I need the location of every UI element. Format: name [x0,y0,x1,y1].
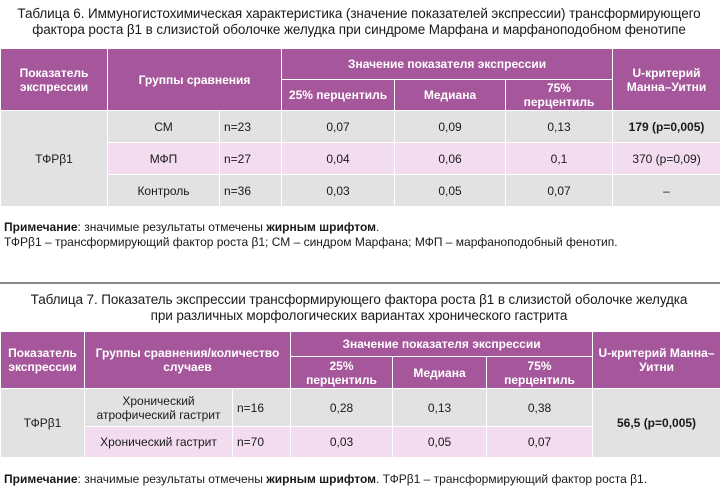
table7-note-text: : значимые результаты отмечены [77,472,267,486]
table7-median-cell: 0,05 [393,427,487,458]
table6-median-cell: 0,05 [395,175,506,207]
table6-note-bold: жирным шрифтом [266,220,376,234]
table6-header-median: Медиана [395,80,506,111]
table7-header-p75: 75% перцентиль [487,357,593,389]
table6-u-cell: 179 (p=0,005) [613,111,720,143]
table6-header-u: U-критерий Манна–Уитни [613,49,720,111]
table6-median-cell: 0,09 [395,111,506,143]
table6-group-cell: МФП [108,143,220,175]
table6-note-label: Примечание [4,220,78,234]
table6-note [4,220,618,250]
table6-header-value: Значение показателя экспрессии [282,49,613,80]
table7-header-groups: Группы сравнения/количество случаев [85,332,291,389]
table7-header-value: Значение показателя экспрессии [291,332,593,357]
table6-u-cell: 370 (p=0,09) [613,143,720,175]
table7-p25-cell: 0,28 [291,389,393,427]
table7-indicator: ТФРβ1 [1,389,85,458]
divider [0,282,720,284]
table6-header-indicator: Показатель экспрессии [1,49,108,111]
table6-p25-cell: 0,04 [282,143,395,175]
table7-caption [6,292,712,324]
table7-header-indicator: Показатель экспрессии [1,332,85,389]
table7-note-bold: жирным шрифтом [266,472,376,486]
table-row [1,389,720,427]
table6-median-cell: 0,06 [395,143,506,175]
table6-indicator: ТФРβ1 [1,111,108,207]
table7-caption-line1: Таблица 7. Показатель экспрессии трансформирующего фактора роста β1 в слизистой оболочке желудка [30,292,688,307]
table6-note-end: . [376,220,380,234]
table6-note-text: : значимые результаты отмечены [77,220,267,234]
table6-header-groups: Группы сравнения [108,49,282,111]
table6-p75-cell: 0,07 [506,175,613,207]
table6-header-p75: 75% перцентиль [506,80,613,111]
table7-group-cell: Хронический гастрит [85,427,233,458]
table7-caption-line2: при различных морфологических вариантах хронического гастрита [150,308,568,323]
table6-group-cell: Контроль [108,175,220,207]
table7-p75-cell: 0,38 [487,389,593,427]
table7-p25-cell: 0,03 [291,427,393,458]
table-row [1,111,720,143]
table6-note-line2: ТФРβ1 – трансформирующий фактор роста β1; СМ – синдром Марфана; МФП – марфаноподобный фенотип. [4,235,618,249]
table6-n-cell: n=23 [220,111,282,143]
table6-n-cell: n=27 [220,143,282,175]
table7-header-median: Медиана [393,357,487,389]
table6 [0,48,720,207]
table7 [0,331,720,458]
table6-caption-line1: Таблица 6. Иммуногистохимическая характеристика (значение показателей экспрессии) трансформирующего [17,6,701,21]
table6-caption-line2: фактора роста β1 в слизистой оболочке желудка при синдроме Марфана и марфаноподобном фенотипе [32,22,686,37]
table6-p75-cell: 0,13 [506,111,613,143]
table-row [1,175,720,207]
table-row [1,143,720,175]
table6-u-cell: – [613,175,720,207]
table7-u-cell: 56,5 (p=0,005) [593,389,720,458]
table6-n-cell: n=36 [220,175,282,207]
table7-note-end: . ТФРβ1 – трансформирующий фактор роста β1. [376,472,648,486]
table6-p75-cell: 0,1 [506,143,613,175]
table6-caption [6,6,712,38]
table7-p75-cell: 0,07 [487,427,593,458]
table7-header-p25: 25% перцентиль [291,357,393,389]
table7-n-cell: n=70 [233,427,291,458]
table7-header-u: U-критерий Манна–Уитни [593,332,720,389]
table7-median-cell: 0,13 [393,389,487,427]
table6-group-cell: СМ [108,111,220,143]
table6-p25-cell: 0,03 [282,175,395,207]
table7-n-cell: n=16 [233,389,291,427]
table6-p25-cell: 0,07 [282,111,395,143]
table7-group-cell: Хронический атрофический гастрит [85,389,233,427]
table7-note [4,472,647,487]
table7-note-label: Примечание [4,472,78,486]
table6-header-p25: 25% перцентиль [282,80,395,111]
